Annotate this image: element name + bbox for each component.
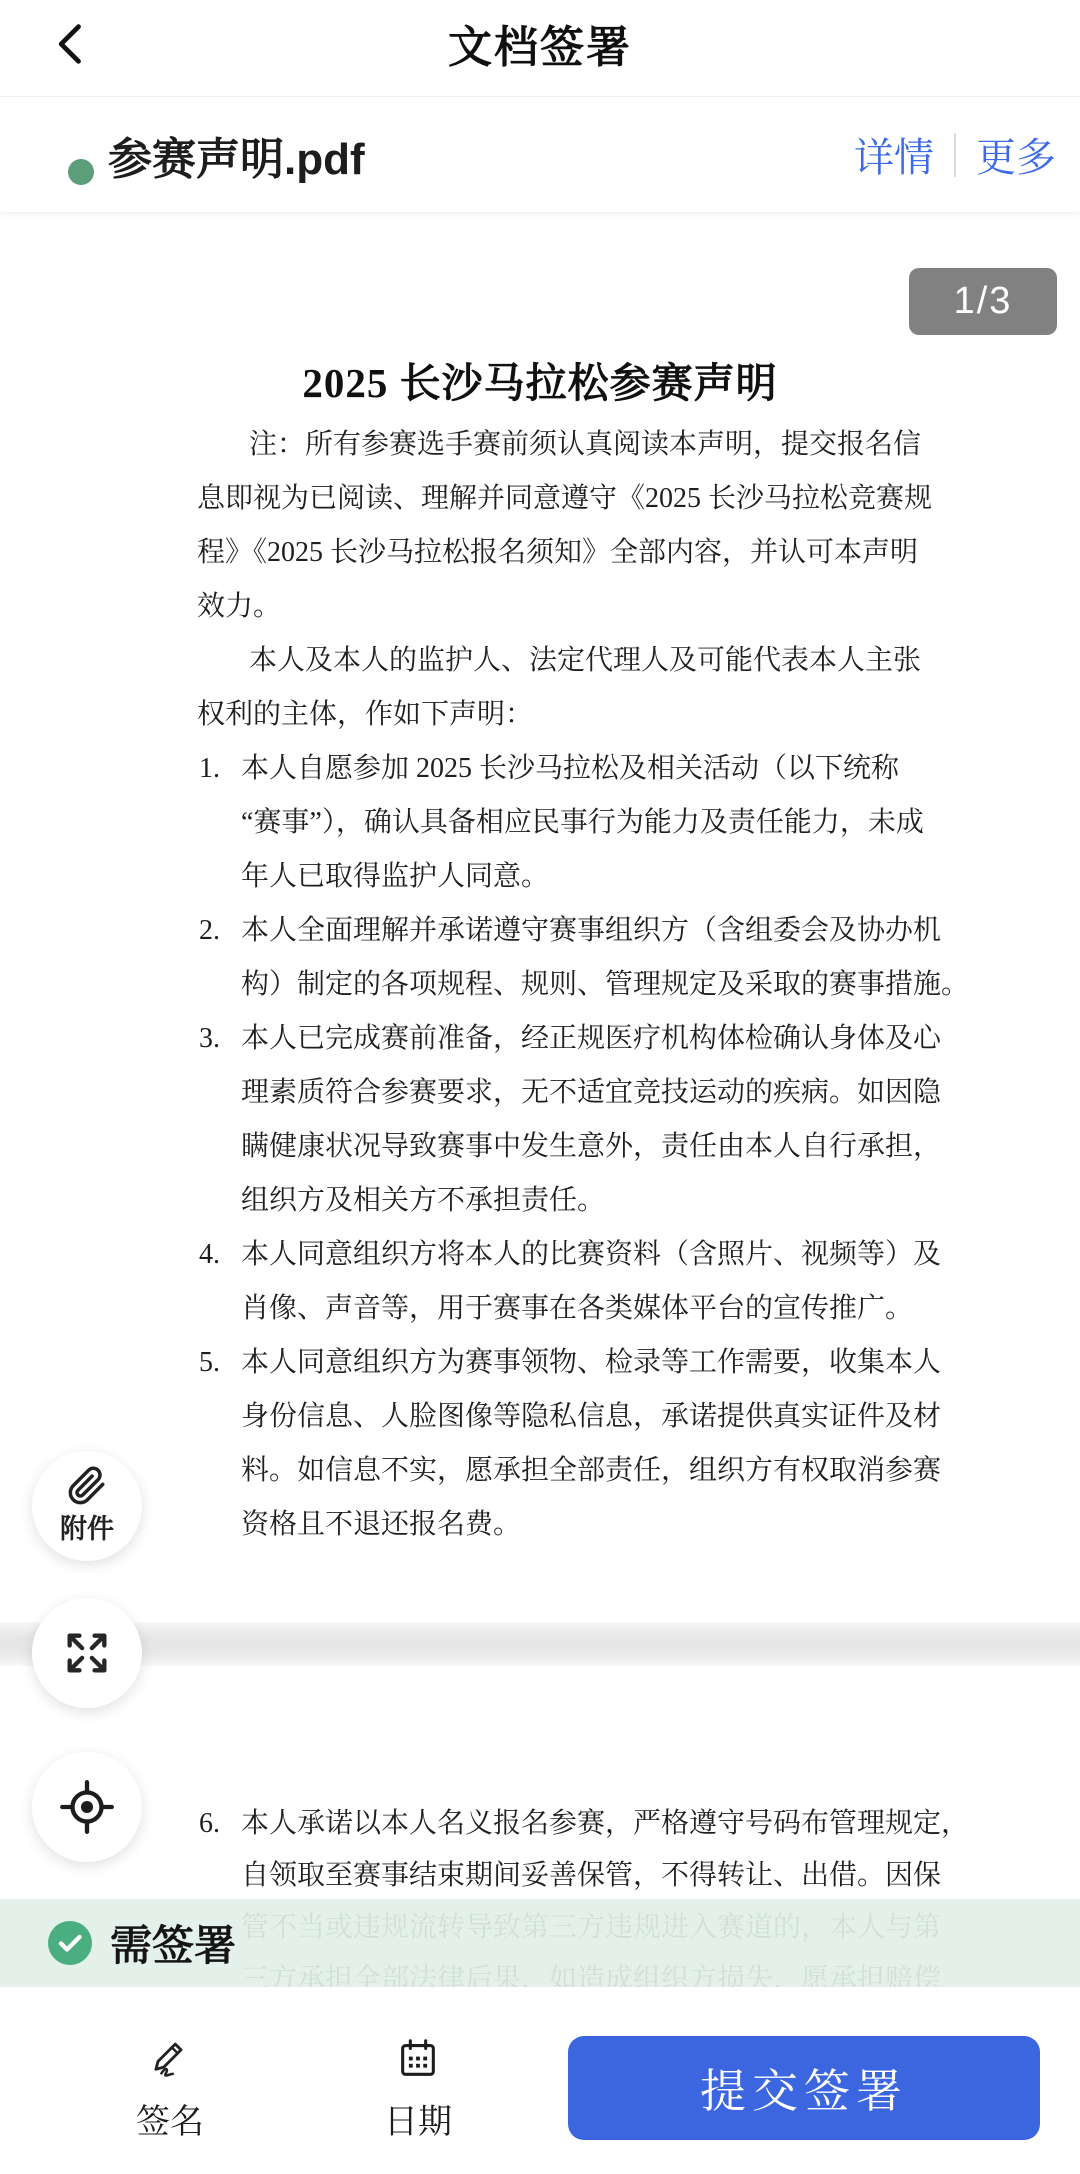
doc-line: 6. 本人承诺以本人名义报名参赛，严格遵守号码布管理规定， — [199, 1808, 970, 1839]
doc-line: 资格且不退还报名费。 — [241, 1509, 522, 1540]
link-divider — [954, 133, 956, 177]
crosshair-target-icon — [58, 1778, 116, 1836]
date-tool-button[interactable] — [348, 2036, 488, 2143]
page-indicator-badge: 1/3 — [909, 268, 1057, 335]
file-bar — [0, 97, 1080, 212]
needs-signature-label: 需签署 — [110, 1922, 237, 1969]
attachment-label: 附件 — [60, 1514, 114, 1544]
doc-line: 本人及本人的监护人、法定代理人及可能代表本人主张 — [249, 645, 922, 676]
doc-line: 理素质符合参赛要求，无不适宜竞技运动的疾病。如因隐 — [241, 1077, 942, 1108]
doc-line: 注：所有参赛选手赛前须认真阅读本声明，提交报名信 — [249, 429, 922, 460]
doc-line: 身份信息、人脸图像等隐私信息，承诺提供真实证件及材 — [241, 1401, 942, 1432]
bottom-toolbar — [0, 1987, 1080, 2174]
doc-line: 1. 本人自愿参加 2025 长沙马拉松及相关活动（以下统称 — [199, 753, 900, 784]
expand-arrows-icon — [61, 1627, 113, 1679]
locate-signature-button[interactable] — [32, 1752, 142, 1862]
doc-line: 瞒健康状况导致赛事中发生意外，责任由本人自行承担， — [241, 1131, 942, 1162]
doc-line: 5. 本人同意组织方为赛事领物、检录等工作需要，收集本人 — [199, 1347, 942, 1378]
doc-line: 组织方及相关方不承担责任。 — [241, 1185, 606, 1216]
calendar-icon — [395, 2036, 441, 2082]
signature-tool-button[interactable] — [100, 2036, 240, 2143]
file-name: 参赛声明.pdf — [108, 134, 365, 184]
doc-line: “赛事”），确认具备相应民事行为能力及责任能力，未成 — [241, 807, 924, 838]
details-link[interactable]: 详情 — [854, 136, 934, 180]
doc-line: 2. 本人全面理解并承诺遵守赛事组织方（含组委会及协办机 — [199, 915, 942, 946]
attachment-button[interactable] — [32, 1451, 142, 1561]
file-status-dot — [68, 159, 94, 185]
doc-line: 权利的主体，作如下声明： — [197, 699, 534, 730]
file-actions — [854, 97, 1056, 212]
submit-signature-button[interactable]: 提交签署 — [568, 2036, 1040, 2140]
document-title: 2025 长沙马拉松参赛声明 — [302, 360, 778, 406]
header — [0, 0, 1080, 97]
page-separator — [0, 1622, 1080, 1666]
doc-line: 构）制定的各项规程、规则、管理规定及采取的赛事措施。 — [241, 969, 970, 1000]
fullscreen-button[interactable] — [32, 1598, 142, 1708]
doc-line: 料。如信息不实，愿承担全部责任，组织方有权取消参赛 — [241, 1455, 942, 1486]
pen-signature-icon — [147, 2036, 193, 2082]
date-tool-label: 日期 — [384, 2103, 452, 2141]
more-link[interactable]: 更多 — [976, 136, 1056, 180]
doc-line: 肖像、声音等，用于赛事在各类媒体平台的宣传推广。 — [241, 1293, 914, 1324]
doc-line: 息即视为已阅读、理解并同意遵守《2025 长沙马拉松竞赛规 — [197, 483, 933, 514]
paperclip-icon — [67, 1466, 107, 1506]
check-circle-icon — [48, 1921, 92, 1965]
doc-line: 程》《2025 长沙马拉松报名须知》全部内容，并认可本声明 — [197, 537, 919, 568]
doc-line: 自领取至赛事结束期间妥善保管，不得转让、出借。因保 — [241, 1860, 942, 1891]
page1-body — [0, 418, 1080, 1552]
needs-signature-banner[interactable] — [0, 1899, 1080, 1987]
pdf-viewer[interactable] — [0, 212, 1080, 2174]
doc-line: 效力。 — [197, 591, 282, 622]
signature-tool-label: 签名 — [136, 2103, 204, 2141]
doc-line: 4. 本人同意组织方将本人的比赛资料（含照片、视频等）及 — [199, 1239, 942, 1270]
page-title: 文档签署 — [448, 23, 632, 72]
doc-line: 3. 本人已完成赛前准备，经正规医疗机构体检确认身体及心 — [199, 1023, 942, 1054]
doc-line: 年人已取得监护人同意。 — [241, 861, 550, 892]
